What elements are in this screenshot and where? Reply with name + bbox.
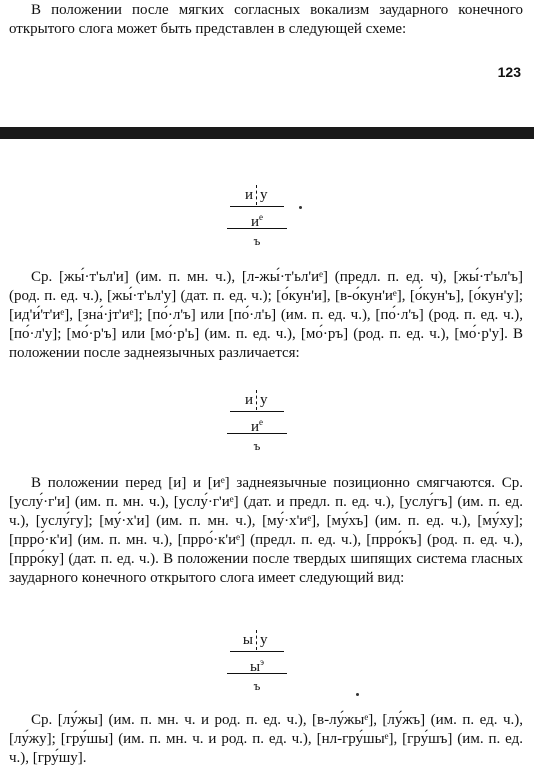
vowel-scheme-3 xyxy=(227,630,287,693)
scheme-middle-superscript: е xyxy=(259,212,264,222)
print-speck xyxy=(356,693,359,696)
scheme-bottom-vowel: ъ xyxy=(253,438,261,453)
scheme-right-vowel: у xyxy=(260,392,268,408)
paragraph-examples-soft: Ср. [жы́·т'ьл'и] (им. п. мн. ч.), [л-жы́·т'ьл'иᵉ] (предл. п. ед. ч), [жы́·т'ьл'ъ] (род. п. ед. ч.), [жы́·т'ьл'у] (дат. п. ед. ч.); [о́кун'и], [в-о́кун'иᵉ], [о́кун'ъ], [о́кун'у]; [ид'и́'т'иᵉ], [зна́·jт'иᵉ]; [по́·л'ъ] или [по́·л'ь] (им. п. ед. ч.), [по́·л'ъ] (род. п. ед. ч.), [по́·л'у]; [мо́·р'ъ] или [мо́·р'ь] (им. п. ед. ч.), [мо́·ръ] (род. п. ед. ч.), [мо́·р'у]. В положении после заднеязычных различается: xyxy=(9,269,523,361)
scheme-middle-superscript: э xyxy=(260,657,264,667)
paragraph-examples-hushing: Ср. [лу́жы] (им. п. мн. ч. и род. п. ед. ч.), [в-лу́жыᵉ], [лу́жъ] (им. п. ед. ч.), [лу́жу]; [гру́шы] (им. п. мн. ч. и род. п. ед. ч.), [нл-гру́шыᵉ], [гру́шъ] (им. п. ед. ч.), [гру́шу]. xyxy=(9,712,523,766)
intro-paragraph: В положении после мягких согласных вокализм заударного конечного открытого слога может быть представлен в следующей схеме: xyxy=(9,2,523,37)
scheme-rule xyxy=(230,651,284,652)
scheme-middle-vowel: ы xyxy=(250,659,261,675)
print-speck xyxy=(299,206,302,209)
scheme-rule xyxy=(230,411,284,412)
scheme-right-vowel: у xyxy=(260,187,268,203)
scheme-left-vowel: и xyxy=(244,187,253,203)
scheme-left-vowel: и xyxy=(244,392,253,408)
scheme-separator xyxy=(256,185,258,205)
vowel-scheme-1 xyxy=(227,185,287,248)
scheme-middle-vowel: и xyxy=(250,419,260,435)
scheme-right-vowel: у xyxy=(260,632,268,648)
page-divider xyxy=(0,127,534,139)
scheme-middle-superscript: е xyxy=(259,417,264,427)
scheme-left-vowel: ы xyxy=(242,632,253,648)
scheme-bottom-vowel: ъ xyxy=(253,233,261,248)
page-number: 123 xyxy=(497,64,521,80)
vowel-scheme-2 xyxy=(227,390,287,453)
scheme-separator xyxy=(256,390,258,410)
scheme-rule xyxy=(230,206,284,207)
scheme-separator xyxy=(256,630,258,650)
scheme-middle-vowel: и xyxy=(250,214,260,230)
scheme-bottom-vowel: ъ xyxy=(253,678,261,693)
paragraph-examples-velar: В положении перед [и] и [иᵉ] заднеязычные позиционно смягчаются. Ср. [услу́·г'и] (им. п. мн. ч.), [услу́·г'иᵉ] (дат. и предл. п. ед. ч.), [услу́гъ] (им. п. ед. ч.), [услу́гу]; [му́·х'и] (им. п. мн. ч.), [му́·х'иᵉ], [му́хъ] (им. п. ед. ч.), [му́ху]; [пpро́·к'и] (им. п. мн. ч.), [пpро́·к'иᵉ] (предл. п. ед. ч.), [пpро́къ] (род. п. ед. ч.), [пpро́ку] (дат. п. ед. ч.). В положении после твердых шипящих система гласных заударного конечного открытого слога имеет следующий вид: xyxy=(9,475,523,586)
